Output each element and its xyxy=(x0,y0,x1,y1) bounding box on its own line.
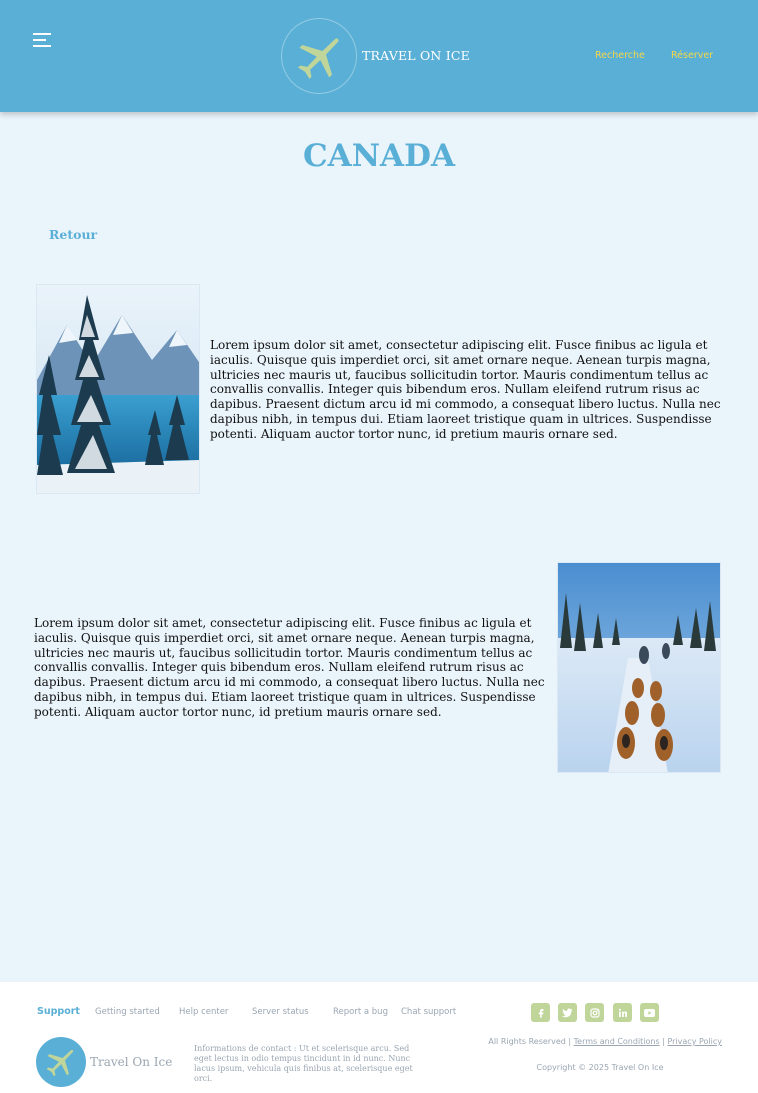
twitter-icon[interactable] xyxy=(558,1003,577,1022)
footer-getting-started-link[interactable]: Getting started xyxy=(95,1007,160,1017)
linkedin-icon[interactable] xyxy=(613,1003,632,1022)
youtube-icon[interactable] xyxy=(640,1003,659,1022)
back-link[interactable]: Retour xyxy=(49,227,98,242)
snowy-lake-forest-photo xyxy=(36,284,200,494)
dog-sled-snow-photo xyxy=(557,562,721,773)
footer-privacy-link[interactable]: Privacy Policy xyxy=(667,1037,722,1046)
footer-help-center-link[interactable]: Help center xyxy=(179,1007,229,1017)
footer-copyright: Copyright © 2025 Travel On Ice xyxy=(536,1063,664,1072)
nav-book-link[interactable]: Réserver xyxy=(671,50,714,61)
airplane-icon xyxy=(291,29,349,85)
brand-name: TRAVEL ON ICE xyxy=(362,48,470,63)
footer-legal xyxy=(468,1037,722,1046)
footer-chat-support-link[interactable]: Chat support xyxy=(401,1007,457,1017)
nav-search-link[interactable]: Recherche xyxy=(595,50,645,61)
section-2-text: Lorem ipsum dolor sit amet, consectetur adipiscing elit. Fusce finibus ac ligula et iaculis. Quisque quis imperdiet orci, sit amet ornare neque. Aenean turpis magna, ultricies nec mauris ut, faucibus sollicitudin tortor. Mauris condimentum tellus ac convallis convallis. Integer quis bibendum eros. Nullam eleifend rutrum risus ac dapibus. Praesent dictum arcu id mi commodo, a consequat libero luctus. Nulla nec dapibus nibh, in tempus dui. Etiam laoreet tristique quam in ultrices. Suspendisse potenti. Aliquam auctor tortor nunc, id pretium mauris ornare sed. xyxy=(34,616,545,719)
section-1-text: Lorem ipsum dolor sit amet, consectetur adipiscing elit. Fusce finibus ac ligula et iaculis. Quisque quis imperdiet orci, sit amet ornare neque. Aenean turpis magna, ultricies nec mauris ut, faucibus sollicitudin tortor. Mauris condimentum tellus ac convallis convallis. Integer quis bibendum eros. Nullam eleifend rutrum risus ac dapibus. Praesent dictum arcu id mi commodo, a consequat libero luctus. Nulla nec dapibus nibh, in tempus dui. Etiam laoreet tristique quam in ultrices. Suspendisse potenti. Aliquam auctor tortor nunc, id pretium mauris ornare sed. xyxy=(210,338,721,441)
footer-contact-info: Informations de contact : Ut et scelerisque arcu. Sed eget lectus in odio tempus tincidunt in id nunc. Nunc lacus ipsum, vehicula quis finibus at, scelerisque eget orci. xyxy=(194,1044,413,1083)
site-footer xyxy=(0,982,758,1093)
footer-separator: | xyxy=(662,1037,665,1046)
facebook-icon[interactable] xyxy=(531,1003,550,1022)
hamburger-menu-icon[interactable] xyxy=(33,32,53,46)
footer-rights-text: All Rights Reserved | xyxy=(488,1037,572,1046)
site-logo[interactable] xyxy=(281,18,357,94)
site-header xyxy=(0,0,758,112)
airplane-icon xyxy=(42,1043,80,1081)
page-title: CANADA xyxy=(302,138,456,174)
footer-logo[interactable] xyxy=(36,1037,86,1087)
instagram-icon[interactable] xyxy=(585,1003,604,1022)
footer-brand-name: Travel On Ice xyxy=(90,1055,173,1069)
footer-server-status-link[interactable]: Server status xyxy=(252,1007,309,1017)
footer-support-link[interactable]: Support xyxy=(37,1006,80,1017)
footer-report-bug-link[interactable]: Report a bug xyxy=(333,1007,388,1017)
footer-terms-link[interactable]: Terms and Conditions xyxy=(573,1037,660,1046)
